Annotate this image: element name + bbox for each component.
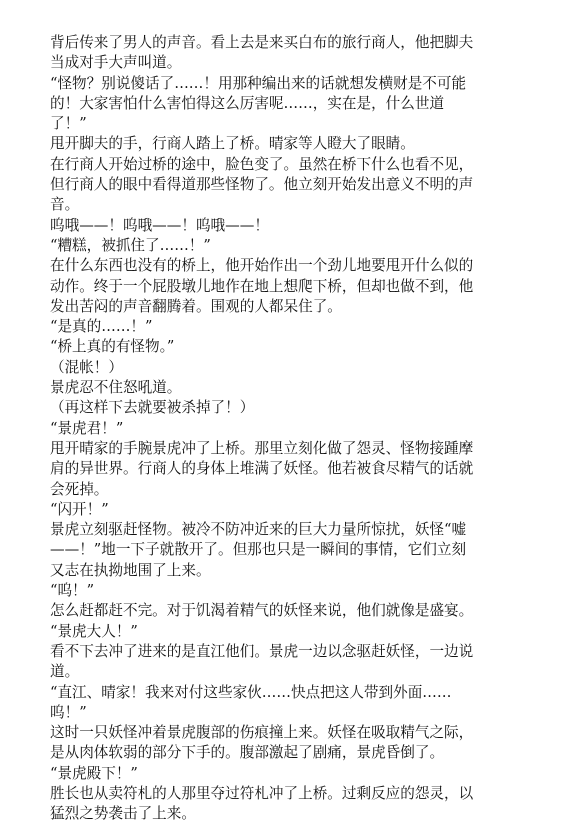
text-line: 音。 <box>50 196 80 214</box>
text-line: 道。 <box>50 663 80 681</box>
text-line: “怪物？别说傻话了……！用那种编出来的话就想发横财是不可能 <box>50 74 467 92</box>
text-line: 发出苦闷的声音翻腾着。围观的人都呆住了。 <box>50 297 342 315</box>
text-line: 猛烈之势袭击了上来。 <box>50 805 196 823</box>
text-line: “呜！” <box>50 582 95 600</box>
text-line: 当成对手大声叫道。 <box>50 54 182 72</box>
text-line: 甩开脚夫的手，行商人踏上了桥。晴家等人瞪大了眼睛。 <box>50 135 415 153</box>
text-line: 动作。终于一个屁股墩儿地作在地上想爬下桥，但却也做不到，他 <box>50 277 474 295</box>
text-line: 在行商人开始过桥的途中，脸色变了。虽然在桥下什么也看不见， <box>50 155 474 173</box>
text-line: “桥上真的有怪物。” <box>50 338 175 356</box>
text-line: 又志在执拗地围了上来。 <box>50 561 211 579</box>
text-line: 看不下去冲了进来的是直江他们。景虎一边以念驱赶妖怪，一边说 <box>50 642 474 660</box>
text-line: 景虎忍不住怒吼道。 <box>50 379 182 397</box>
text-line: “糟糕，被抓住了……！” <box>50 236 211 254</box>
text-line: 了！” <box>50 115 87 133</box>
text-line: 是从肉体软弱的部分下手的。腹部激起了剧痛，景虎昏倒了。 <box>50 744 445 762</box>
text-line: “闪开！” <box>50 500 109 518</box>
text-line: “是真的……！” <box>50 318 153 336</box>
text-line: （混帐！） <box>50 358 123 376</box>
text-line: 但行商人的眼中看得道那些怪物了。他立刻开始发出意义不明的声 <box>50 176 474 194</box>
text-line: “景虎君！” <box>50 419 124 437</box>
text-line: 胜长也从卖符札的人那里夺过符札冲了上桥。过剩反应的怨灵，以 <box>50 784 474 802</box>
text-line: 景虎立刻驱赶怪物。被冷不防冲近来的巨大力量所惊扰，妖怪“嘘 <box>50 521 467 539</box>
text-line: 的！大家害怕什么害怕得这么厉害呢……，实在是，什么世道 <box>50 94 445 112</box>
text-line: “景虎殿下！” <box>50 764 138 782</box>
text-line: “景虎大人！” <box>50 622 138 640</box>
text-line: （再这样下去就要被杀掉了！） <box>50 399 255 417</box>
text-line: 肩的异世界。行商人的身体上堆满了妖怪。他若被食尽精气的话就 <box>50 460 474 478</box>
text-line: 背后传来了男人的声音。看上去是来买白布的旅行商人，他把脚夫 <box>50 34 474 51</box>
text-line: 甩开晴家的手腕景虎冲了上桥。那里立刻化做了怨灵、怪物接踵摩 <box>50 439 474 457</box>
text-line: “直江、晴家！我来对付这些家伙……快点把这人带到外面…… <box>50 683 452 701</box>
text-line: 这时一只妖怪冲着景虎腹部的伤痕撞上来。妖怪在吸取精气之际， <box>50 724 474 742</box>
text-line: ——！”地一下子就散开了。但那也只是一瞬间的事情，它们立刻 <box>50 541 467 559</box>
text-line: 呜哦——！呜哦——！呜哦——！ <box>50 216 269 234</box>
text-line: 会死掉。 <box>50 480 109 498</box>
text-line: 在什么东西也没有的桥上，他开始作出一个劲儿地要甩开什么似的 <box>50 257 474 275</box>
novel-text-body <box>50 33 540 825</box>
text-line: 呜！” <box>50 703 87 721</box>
text-line: 怎么赶都赶不完。对于饥渴着精气的妖怪来说，他们就像是盛宴。 <box>50 602 474 620</box>
